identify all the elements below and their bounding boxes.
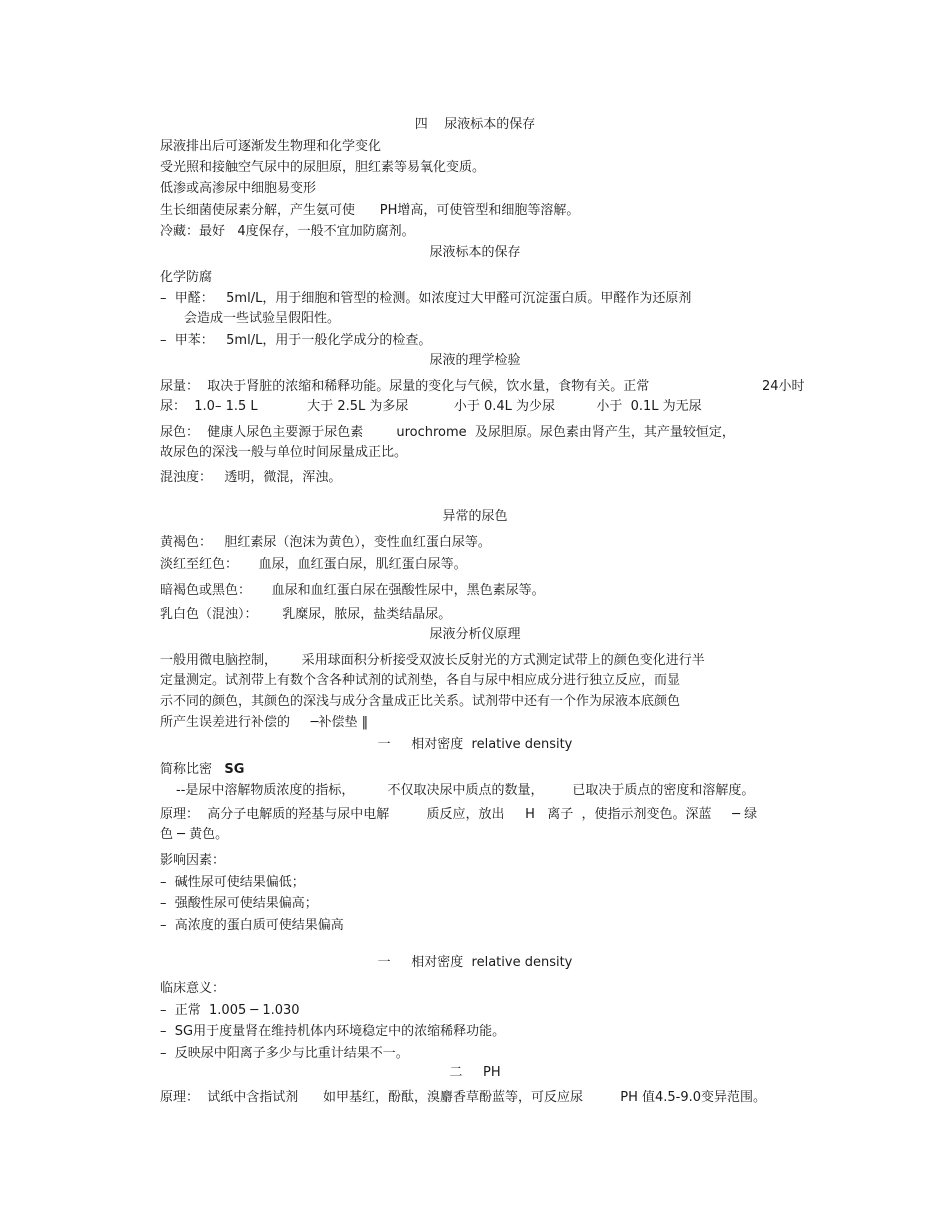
text-line: 示不同的颜色，其颜色的深浅与成分含量成正比关系。试剂带中还有一个作为尿液本底颜色 <box>160 694 681 709</box>
bullet-item: – SG用于度量肾在维持机体内环境稳定中的浓缩稀释功能。 <box>160 1024 506 1039</box>
text-line: 故尿色的深浅一般与单位时间尿量成正比。 <box>160 445 408 460</box>
text-line: 所产生误差进行补偿的 ─补偿垫 ‖ <box>160 715 369 730</box>
text-line: 尿量： 取决于肾脏的浓缩和稀释功能。尿量的变化与气候，饮水量，食物有关。正常 <box>160 379 650 394</box>
text-line: 尿： 1.0– 1.5 L 大于 2.5L 为多尿 小于 0.4L 为少尿 小于 0.1L 为无尿 <box>160 399 702 414</box>
bullet-item: – 甲苯： 5ml/L，用于一般化学成分的检查。 <box>160 333 432 348</box>
text-line <box>160 762 244 778</box>
text-line: 原理： 试纸中含指试剂 如甲基红，酚酞，溴麝香草酚蓝等，可反应尿 PH 值4.5-9.0变异范围。 <box>160 1090 767 1105</box>
text-fragment: 24小时 <box>762 379 805 394</box>
text-line: 暗褐色或黑色： 血尿和血红蛋白尿在强酸性尿中，黑色素尿等。 <box>160 583 545 598</box>
section-title-relative-density: 一 相对密度 relative density <box>377 955 573 970</box>
text-line: 影响因素： <box>160 853 226 868</box>
text-line: 色 ─ 黄色。 <box>160 827 229 842</box>
text-line: 冷藏：最好 4度保存，一般不宜加防腐剂。 <box>160 224 415 239</box>
text-fragment: 简称比密 <box>160 762 225 777</box>
text-line: 黄褐色： 胆红素尿（泡沫为黄色），变性血红蛋白尿等。 <box>160 535 491 550</box>
text-line: 混浊度： 透明，微混，浑浊。 <box>160 470 342 485</box>
section-title-preservation: 尿液标本的保存 <box>429 245 521 260</box>
bullet-item: – 正常 1.005 ─ 1.030 <box>160 1003 300 1018</box>
text-line: --是尿中溶解物质浓度的指标， 不仅取决尿中质点的数量， 已取决于质点的密度和溶解度。 <box>176 783 755 798</box>
section-title-abnormal-color: 异常的尿色 <box>442 509 508 524</box>
bullet-item: – 强酸性尿可使结果偏高； <box>160 896 318 911</box>
text-line: 受光照和接触空气尿中的尿胆原，胆红素等易氧化变质。 <box>160 160 486 175</box>
section-title-urine-storage: 四 尿液标本的保存 <box>414 117 536 132</box>
bullet-item: – 反映尿中阳离子多少与比重计结果不一。 <box>160 1046 409 1061</box>
sg-abbreviation: SG <box>224 762 245 777</box>
text-line: 化学防腐 <box>160 270 213 285</box>
text-line: 定量测定。试剂带上有数个含各种试剂的试剂垫，各自与尿中相应成分进行独立反应，而显 <box>160 673 681 688</box>
bullet-item: – 高浓度的蛋白质可使结果偏高 <box>160 918 344 933</box>
text-line: 会造成一些试验呈假阳性。 <box>184 311 341 326</box>
bullet-item: – 甲醛： 5ml/L，用于细胞和管型的检测。如浓度过大甲醛可沉淀蛋白质。甲醛作为还原剂 <box>160 291 692 306</box>
text-line: 临床意义： <box>160 981 226 996</box>
text-line: 乳白色（混浊）： 乳糜尿，脓尿，盐类结晶尿。 <box>160 607 452 622</box>
section-title-ph: 二 PH <box>449 1065 501 1080</box>
text-line: 尿液排出后可逐渐发生物理和化学变化 <box>160 139 382 154</box>
text-line: 一般用微电脑控制， 采用球面积分析接受双波长反射光的方式测定试带上的颜色变化进行半 <box>160 653 705 668</box>
text-line: 淡红至红色： 血尿，血红蛋白尿，肌红蛋白尿等。 <box>160 557 467 572</box>
bullet-item: – 碱性尿可使结果偏低； <box>160 875 305 890</box>
section-title-relative-density: 一 相对密度 relative density <box>377 737 573 752</box>
text-line: 尿色： 健康人尿色主要源于尿色素 urochrome 及尿胆原。尿色素由肾产生，其产量较恒定， <box>160 425 735 440</box>
section-title-analyzer-principle: 尿液分析仪原理 <box>429 627 521 642</box>
text-line: 生长细菌使尿素分解，产生氨可使 PH增高，可使管型和细胞等溶解。 <box>160 203 580 218</box>
section-title-physical-exam: 尿液的理学检验 <box>429 353 521 368</box>
text-line: 原理： 高分子电解质的羟基与尿中电解 质反应，放出 H 离子 ，使指示剂变色。深蓝 ─ 绿 <box>160 807 758 822</box>
text-line: 低渗或高渗尿中细胞易变形 <box>160 181 317 196</box>
